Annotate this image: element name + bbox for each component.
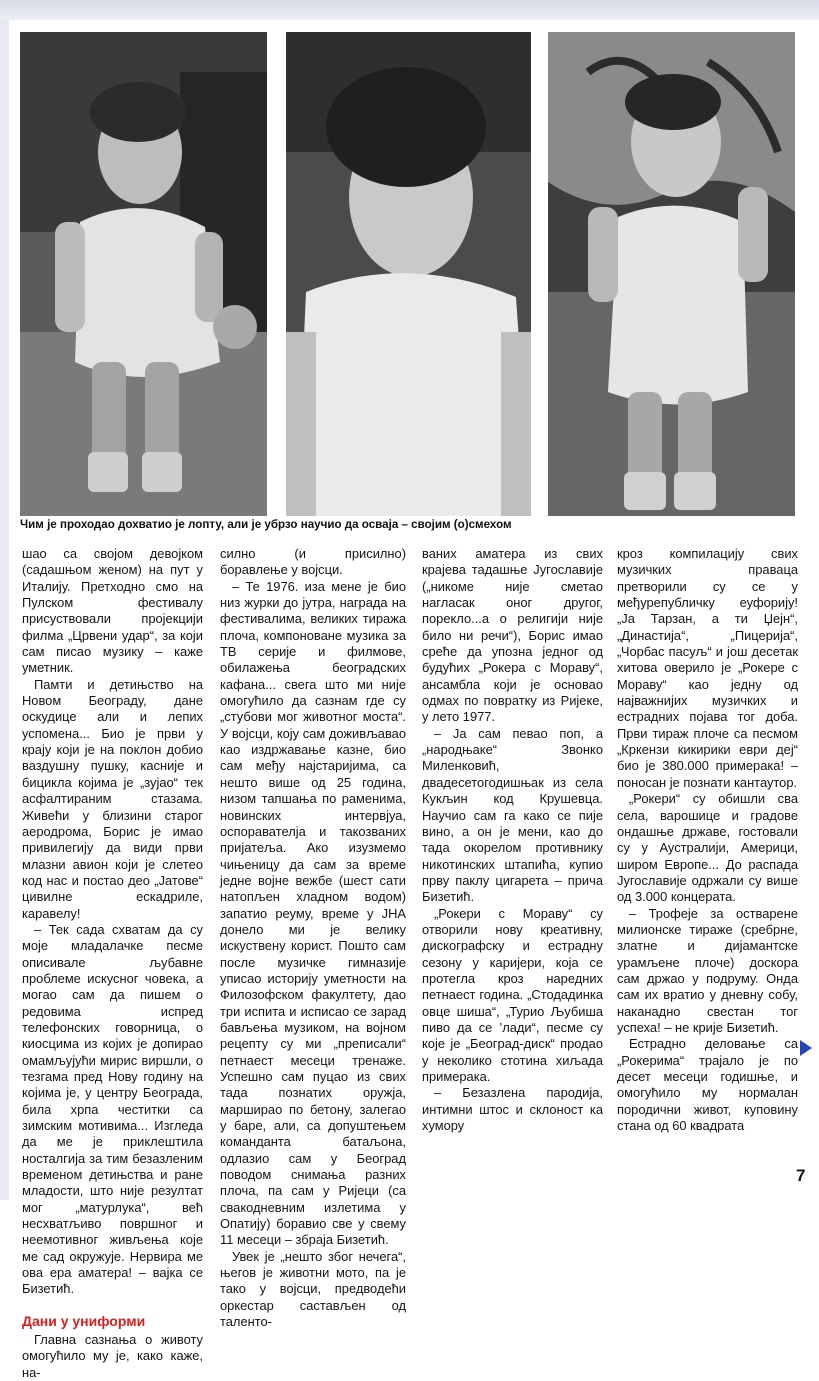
section-subheading: Дани у униформи — [22, 1312, 146, 1329]
paragraph: – Трофеје за остварене милионске тираже (сребрне, златне и дијамантске урамљене плоче) доскора сам држао у подруму. Онда сам их вратио у дневну собу, наканадно свестан тог успеха! – не крије Бизетић. — [617, 905, 798, 1035]
paragraph: – Ја сам певао поп, а „народњаке“ Звонко Миленковић, двадесетогодишњак из села Кукљин код Крушевца. Научио сам га како се пије вино, а он је мени, као до тада окорелом противнику никотинских штапића, купио прву паклу цигарета – прича Бизетић. — [422, 725, 603, 905]
top-decor-band — [0, 0, 819, 20]
paragraph: Главна сазнања о животу омогућило му је, како каже, на- — [22, 1331, 203, 1380]
paragraph: – Тек сада схватам да су моје младалачке песме описивале љубавне проблеме искусног човека, а могао сам да пишем о редовима испред телефонских говорница, о киосцима из којих је допирао омамљујући мирис виршли, о тезгама пред Нову годину на којима је, у центру Београда, била хрпа честитки са зимским мотивима... Изгледа да ме је приклештила носталгија за тим безазленим временом детињства и ране младости, што није резултат мог „матурлука“, већ несхватљиво површног и неемотивног живљења које ме сад окружује. Нервира ме ова ера аматера! – вајка се Бизетић. — [22, 921, 203, 1297]
page-number: 7 — [796, 1166, 806, 1185]
paragraph: шао са својом девојком (садашњом женом) на пут у Италију. Претходно смо на Пулском фестивалу присуствовали пројекцији филма „Црвени удар“, за који сам писао музику – каже уметник. — [22, 546, 203, 676]
paragraph: – Безазлена пародија, интимни штос и склоност ка хумору — [422, 1085, 603, 1134]
paragraph: Естрадно деловање са „Рокерима“ трајало је по десет месеци годишње, и омогућило му нормалан породични живот, куповину стана од 60 квадрата — [617, 1036, 798, 1134]
paragraph: ваних аматера из свих крајева тадашње Југославије („никоме није сметао нагласак оног другог, порекло...а о религији није било ни речи“), Борис имао среће да упозна једног од будућих „Рокера с Мораву“, ансамбла који је основао одмах по повратку из Ријеке, у лето 1977. — [422, 546, 603, 725]
text-column-4 — [617, 546, 798, 1186]
paragraph: „Рокери с Мораву“ су отворили нову креативну, дискографску и естрадну сезону у каријери, која се протегла кроз наредних петнаест година. „Стодадинка овце шиша“, „Турио Љубиша пиво да се ’лади“, песме су које је „Београд-диск“ продао у неколико стотина хиљада примерака. — [422, 905, 603, 1084]
text-column-2 — [220, 546, 406, 1330]
paragraph: Памти и детињство на Новом Београду, дане оскудице али и лепих успомена... Био је први у крају који је на поклон добио ваздушну пушку, касније и бициклa којима је „зујао“ тек асфалтираним стазама. Живећи у близини старог аеродрома, Борис је имао привилегију да види први млазни авион који је слетео код нас и постао део „Јатове“ цивилне ескадриле, каравелу! — [22, 676, 203, 921]
paragraph: „Рокери“ су обишли сва села, варошице и градове ондашње државе, гостовали су у Аустралији, Америци, широм Европе... До распада Југославије одржали су више од 3.000 концерата. — [617, 791, 798, 905]
paragraph: – Те 1976. иза мене је био низ журки до јутра, награда на фестивалима, великих тиража плоча, компоноване музика за ТВ серије и филмове, обилажења београдских кафана... свега што ми није омогућило да сазнам где су „стубови мог животног моста“. У војсци, коју сам доживљавао као издржавање казне, био сам међу најстаријима, са нешто више од 25 година, низом тапшања по раменима, новинских интервјуа, оспоравателја и такозваних пријатеља. Ако изузмемо чињеницу да сам за време једне војне вежбе (шест сати натопљен хладном водом) запатио реуму, време у ЈНА донело ми је велику искуствену корист. Пошто сам после музичке гимназије уписао историју уметности на Филозофском факултету, дао три испита и исписао се зарад бављења музиком, на војном рецепту су ми „преписали“ петнаест месеци тренаже. Успешно сам пуцао из свих тада познатих оружја, марширао по бетону, залегао у баре, али, са допуштењем команданта батаљона, одлазио сам у Београд поводом снимања разних плоча, па сам у Ријеци (са свакодневним излетима у Опатију) боравио све у свему 11 месеци – збраја Бизетић. — [220, 578, 406, 1248]
paragraph: кроз компилацију свих музичких праваца претворили су се у међурепубличку еуфорију! „Ја Тарзан, а ти Џејн“, „Династија“, „Пицерија“, „Чорбас пасуљ“ и још десетак хитова оверило је „Рокере с Мораву“ као једну од најважнијих музичких и естрадних појава тог доба. Први тираж плоче са песмом „Кркензи кикирики еври деј“ био је 380.000 примерака! – поносан је познати кантаутор. — [617, 546, 798, 790]
continue-arrow-icon — [800, 1040, 812, 1056]
photo-toddler-portrait — [286, 32, 531, 516]
text-column-3 — [422, 546, 603, 1186]
paragraph: Увек је „нешто због нечега“, његов је животни мото, па је тако у војсци, предводећи оркестар састављен од таленто- — [220, 1248, 406, 1330]
text-column-1 — [22, 546, 203, 1380]
paragraph: силно (и присилно) боравлење у војсци. — [220, 546, 406, 578]
left-decor-band — [0, 20, 9, 1200]
photo-toddler-with-ball — [20, 32, 267, 516]
photo-caption: Чим је проходао дохватио је лопту, али је убрзо научио да осваја – својим (о)смехом — [20, 518, 512, 531]
photo-toddler-smiling — [548, 32, 795, 516]
